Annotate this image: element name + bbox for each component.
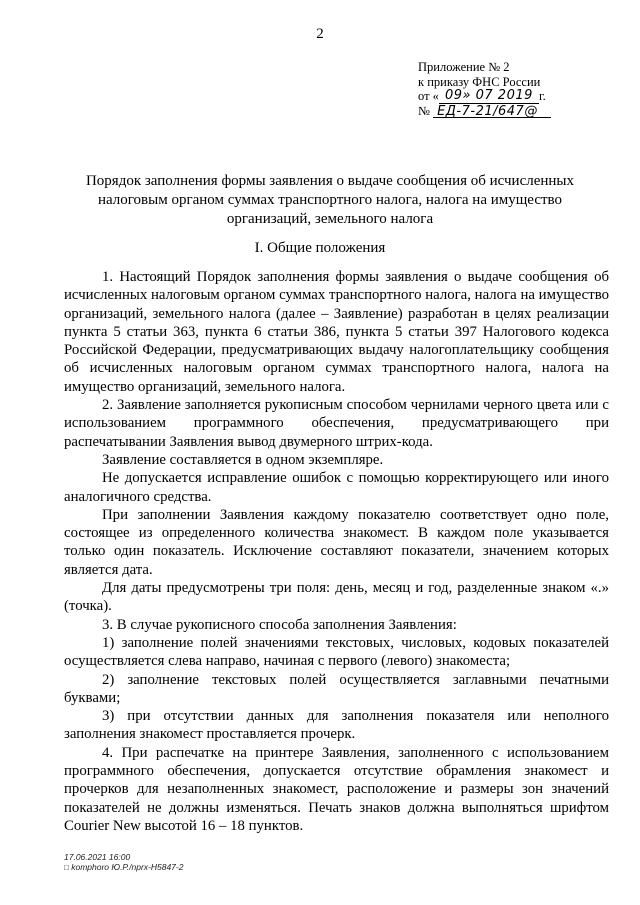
paragraph: 1) заполнение полей значениями текстовых, числовых, кодовых показателей осуществляется слева направо, начиная с первого (левого) знакоместа; (64, 634, 609, 670)
paragraph: Заявление составляется в одном экземпляре. (102, 451, 384, 468)
paragraph: 2. Заявление заполняется рукописным способом чернилами черного цвета или с использованием программного обеспечения, предусматривающего при распечатывании Заявления вывод двумерного штрих-кода. (64, 397, 609, 450)
paragraph: Не допускается исправление ошибок с помощью корректирующего или иного аналогичного средства. (64, 470, 609, 505)
paragraph: При заполнении Заявления каждому показателю соответствует одно поле, состоящее из определенного количества знакомест. В каждом поле указывается только один показатель. Исключение составляют показатели, значением которых является дата. (64, 506, 609, 578)
paragraph: 1. Настоящий Порядок заполнения формы заявления о выдаче сообщения об исчисленных налоговым органом суммах транспортного налога, налога на имущество организаций, земельного налога (далее – Заявление) разработан в целях реализации пункта 5 статьи 363, пункта 6 статьи 386, пункта 5 статьи 397 Налогового кодекса Российской Федерации, предусматривающих выдачу налогоплательщику сообщения об исчисленных налоговым органом суммах транспортного налога, налога на имущество организаций, земельного налога. (64, 269, 609, 395)
approval-block (418, 60, 628, 118)
paragraph: 2) заполнение текстовых полей осуществляется заглавными печатными буквами; (64, 671, 609, 706)
handwritten-order-number: ЕД-7-21/647@ (433, 104, 551, 118)
section-title: I. Общие положения (254, 240, 386, 256)
footer-timestamp: 17.06.2021 16:00 (64, 852, 131, 862)
order-date-line (418, 89, 628, 104)
handwritten-date: 09» 07 2019 (439, 90, 539, 104)
paragraph: 4. При распечатке на принтере Заявления, заполненного с использованием программного обеспечения, допускается отсутствие обрамления знакомест и прочерков для незаполненных знакомест, расположение и размеры зон значений показателей не должны изменяться. Печать знаков должна выполняться шрифтом Courier New высотой 16 – 18 пунктов. (64, 744, 609, 834)
order-reference: к приказу ФНС России (418, 74, 541, 89)
paragraph: 3. В случае рукописного способа заполнения Заявления: (102, 616, 457, 633)
paragraph: Для даты предусмотрены три поля: день, месяц и год, разделенные знаком «.» (точка). (64, 580, 609, 615)
order-number-line (418, 104, 628, 119)
document-title: Порядок заполнения формы заявления о выдаче сообщения об исчисленных налоговым органом суммах транспортного налога, налога на имущество организаций, земельного налога (85, 173, 575, 227)
document-icon: □ (64, 863, 69, 872)
paragraph: 3) при отсутствии данных для заполнения показателя или неполного заполнения знакомест проставляется прочерк. (64, 708, 609, 743)
page-number: 2 (316, 26, 324, 42)
footer-path: □ komphoro Ю.Р./nprx-H5847-2 (64, 862, 184, 872)
appendix-label: Приложение № 2 (418, 60, 510, 74)
date-prefix: от « (418, 89, 439, 103)
date-suffix: г. (538, 89, 546, 103)
number-prefix: № (418, 103, 430, 118)
footer (64, 852, 183, 873)
document-body (64, 268, 609, 835)
